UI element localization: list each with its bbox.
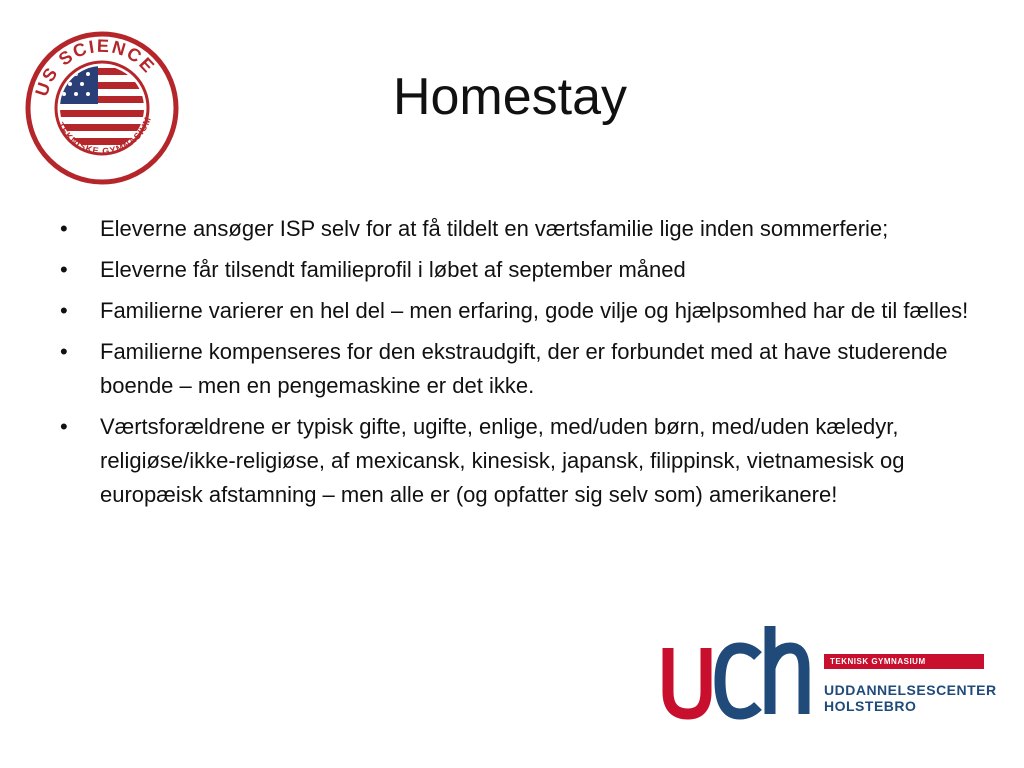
bullet-item: • Eleverne får tilsendt familieprofil i løbet af september måned (58, 253, 978, 287)
uch-tagline: TEKNISK GYMNASIUM (824, 654, 984, 669)
uch-name-line2: HOLSTEBRO (824, 698, 917, 714)
us-science-stamp-logo (24, 28, 180, 188)
bullet-list (58, 212, 978, 519)
uch-letters-icon (660, 622, 810, 722)
bullet-item: • Familierne kompenseres for den ekstraudgift, der er forbundet med at have studerende boende – men en pengemaskine er det ikke. (58, 335, 978, 403)
uch-name (824, 682, 997, 714)
bullet-item: • Familierne varierer en hel del – men erfaring, gode vilje og hjælpsomhed har de til fælles! (58, 294, 978, 328)
us-flag-stamp-icon (24, 28, 180, 188)
uch-logo (660, 622, 997, 722)
slide-title: Homestay (392, 68, 628, 126)
bullet-item: • Værtsforældrene er typisk gifte, ugifte, enlige, med/uden børn, med/uden kæledyr, religiøse/ikke-religiøse, af mexicansk, kinesisk, japansk, filippinsk, vietnamesisk og europæisk afstamning – men alle er (og opfatter sig selv som) amerikanere! (58, 410, 978, 512)
uch-name-line1: UDDANNELSESCENTER (824, 682, 997, 698)
bullet-item: • Eleverne ansøger ISP selv for at få tildelt en værtsfamilie lige inden sommerferie; (58, 212, 978, 246)
svg-text:US SCIENCE: US SCIENCE (31, 35, 160, 99)
svg-text:TEKNISKE GYMNASIUM · HOLSTEBRO: TEKNISKE GYMNASIUM (55, 114, 154, 157)
